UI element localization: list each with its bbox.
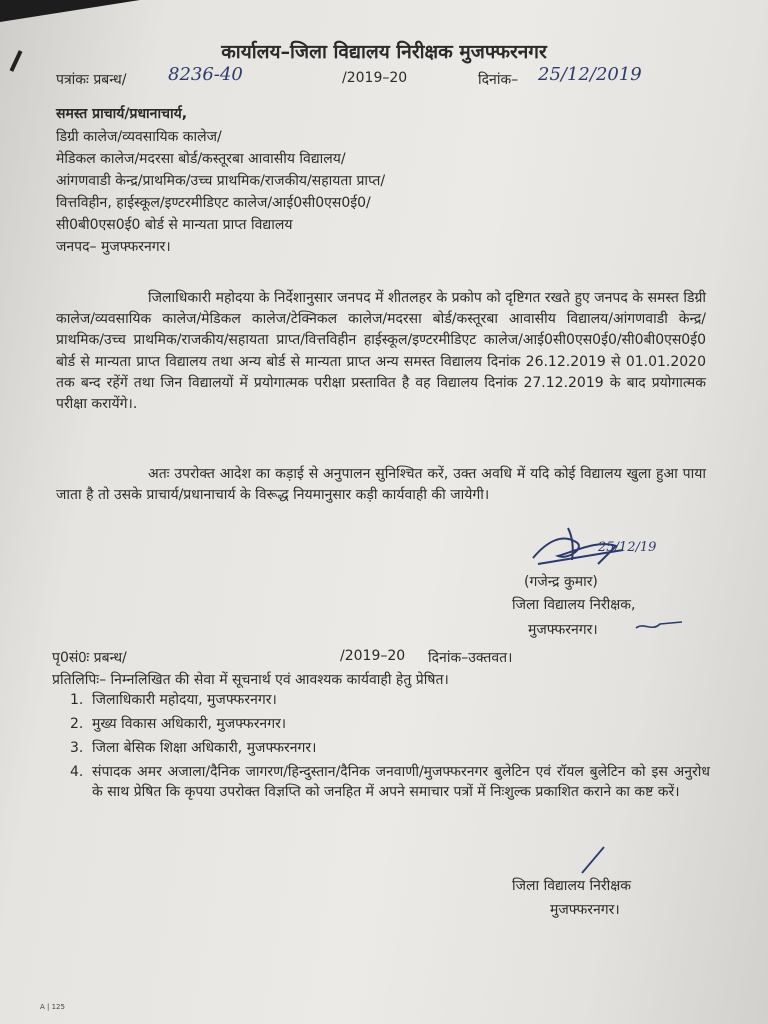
list-number: 2. [70, 716, 84, 732]
ref-number: 8236-40 [168, 64, 243, 85]
signatory-place-2: मुजफ्फरनगर। [550, 902, 620, 918]
signatory-place: मुजफ्फरनगर। [528, 622, 598, 638]
body-paragraph-1 [56, 288, 706, 415]
signatory-designation-2: जिला विद्यालय निरीक्षक [512, 878, 632, 894]
ref-year: /2019–20 [342, 70, 408, 86]
copy-list [70, 690, 710, 806]
copy-ref-prefix: पृ0सं0ः प्रबन्ध/ [52, 650, 127, 666]
recipient-line: जनपद– मुजफ्फरनगर। [56, 239, 171, 255]
recipient-line: मेडिकल कालेज/मदरसा बोर्ड/कस्तूरबा आवासीय विद्यालय/ [56, 151, 346, 167]
list-item [70, 738, 710, 758]
ref-date-label: दिनांक– [478, 72, 519, 88]
recipient-line: वित्तविहीन, हाईस्कूल/इण्टरमीडिएट कालेज/आई0सी0एस0ई0/ [56, 195, 371, 211]
recipient-line: समस्त प्राचार्य/प्रधानाचार्य, [56, 106, 188, 122]
list-text: मुख्य विकास अधिकारी, मुजफ्फरनगर। [92, 716, 287, 732]
list-item [70, 690, 710, 710]
list-item [70, 762, 710, 802]
signatory-name: (गजेन्द्र कुमार) [524, 574, 598, 590]
body-text: अतः उपरोक्त आदेश का कड़ाई से अनुपालन सुनिश्चित करें, उक्त अवधि में यदि कोई विद्यालय खुला हुआ पाया जाता है तो उसके प्राचार्य/प्रधानाचार्य के विरूद्ध नियमानुसार कड़ी कार्यवाही की जायेगी। [56, 466, 706, 504]
ref-date: 25/12/2019 [538, 64, 642, 85]
table-edge [0, 0, 140, 22]
signature-date: 25/12/19 [598, 540, 657, 555]
signature-tick [578, 845, 608, 875]
recipient-line: सी0बी0एस0ई0 बोर्ड से मान्यता प्राप्त विद्यालय [56, 217, 293, 233]
copy-ref-year: /2019–20 [340, 648, 406, 664]
office-title: कार्यालय–जिला विद्यालय निरीक्षक मुजफ्फरनगर [221, 41, 547, 63]
list-text: जिला बेसिक शिक्षा अधिकारी, मुजफ्फरनगर। [92, 740, 317, 756]
list-text: जिलाधिकारी महोदया, मुजफ्फरनगर। [92, 692, 277, 708]
list-item [70, 714, 710, 734]
list-number: 1. [70, 692, 84, 708]
body-text: जिलाधिकारी महोदया के निर्देशानुसार जनपद में शीतलहर के प्रकोप को दृष्टिगत रखते हुए जनपद के समस्त डिग्री कालेज/व्यवसायिक कालेज/मेडिकल कालेज/टेक्निकल कालेज/मदरसा बोर्ड/कस्तूरबा आवासीय विद्यालय/आंगणवाडी केन्द्र/प्राथमिक/उच्च प्राथमिक/राजकीय/सहायता प्राप्त/वित्तविहीन हाईस्कूल/इण्टरमीडिएट कालेज/आई0सी0एस0ई0/सी0बी0एस0ई0 बोर्ड से मान्यता प्राप्त विद्यालय तथा अन्य बोर्ड से मान्यता प्राप्त अन्य समस्त विद्यालय दिनांक 26.12.2019 से 01.01.2020 तक बन्द रहेंगें तथा जिन विद्यालयों में प्रयोगात्मक परीक्षा प्रस्तावित है वह विद्यालय दिनांक 27.12.2019 के बाद प्रयोगात्मक परीक्षा करायेंगे।. [56, 290, 706, 413]
copy-ref-date: दिनांक–उक्तवत। [428, 650, 513, 666]
list-number: 4. [70, 764, 84, 780]
body-paragraph-2 [56, 464, 706, 506]
signatory-designation: जिला विद्यालय निरीक्षक, [512, 597, 636, 613]
footer-mark: A | 125 [40, 1003, 65, 1011]
initials-mark [634, 618, 684, 634]
recipient-line: आंगणवाडी केन्द्र/प्राथमिक/उच्च प्राथमिक/राजकीय/सहायता प्राप्त/ [56, 173, 386, 189]
recipient-line: डिग्री कालेज/व्यवसायिक कालेज/ [56, 129, 222, 145]
copy-intro: प्रतिलिपिः– निम्नलिखित की सेवा में सूचनार्थ एवं आवश्यक कार्यवाही हेतु प्रेषित। [52, 672, 449, 688]
list-number: 3. [70, 740, 84, 756]
ref-prefix: पत्रांकः प्रबन्ध/ [56, 72, 127, 88]
list-text: संपादक अमर अजाला/दैनिक जागरण/हिन्दुस्तान/दैनिक जनवाणी/मुजफ्फरनगर बुलेटिन एवं रॉयल बुलेटिन को इस अनुरोध के साथ प्रेषित कि कृपया उपरोक्त विज्ञप्ति को जनहित में अपने समाचार पत्रों में निःशुल्क प्रकाशित कराने का कष्ट करें। [92, 764, 710, 800]
